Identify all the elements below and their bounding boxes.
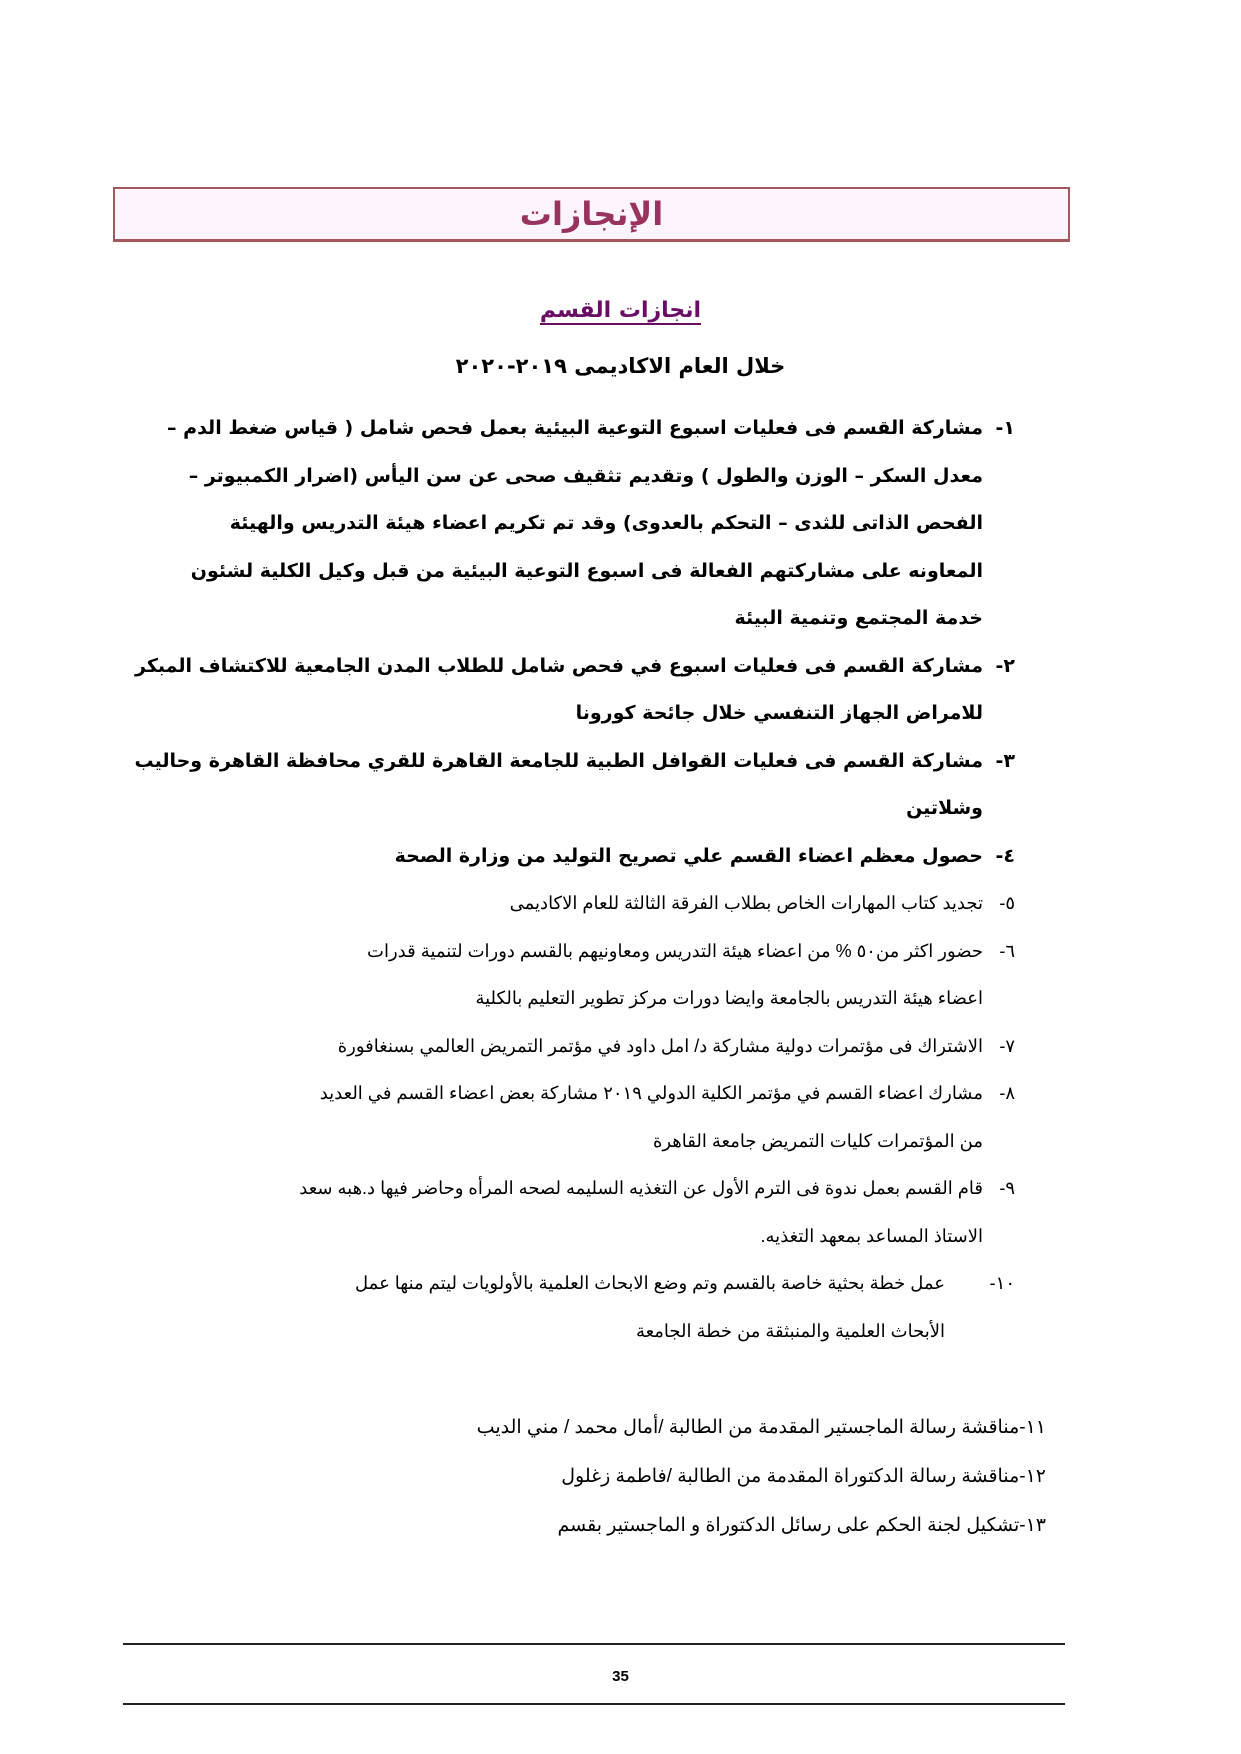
list-item (120, 643, 1015, 738)
item-text (120, 643, 983, 738)
item-text (120, 1260, 945, 1355)
item-text (120, 738, 983, 833)
item-number: ٨- (999, 1083, 1015, 1103)
item-number: ١- (995, 417, 1015, 439)
academic-year-heading: خلال العام الاكاديمى ٢٠١٩-٢٠٢٠ (455, 354, 786, 378)
item-line: خدمة المجتمع وتنمية البيئة (734, 607, 983, 629)
item-line: المعاونه على مشاركتهم الفعالة فى اسبوع التوعية البيئية من قبل وكيل الكلية لشئون (190, 559, 983, 582)
list-item (120, 928, 1015, 1023)
list-item (120, 738, 1015, 833)
item-line: الفحص الذاتى للثدى – التحكم بالعدوى) وقد تم تكريم اعضاء هيئة التدريس والهيئة (229, 512, 983, 534)
item-text (120, 1023, 983, 1071)
item-text (120, 1165, 983, 1260)
item-number: ٣- (995, 749, 1015, 772)
item-line: من المؤتمرات كليات التمريض جامعة القاهرة (652, 1130, 983, 1151)
item-line: مشاركة القسم فى فعليات القوافل الطبية للجامعة القاهرة للقري محافظة القاهرة وحاليب (134, 749, 983, 772)
item-line: تجديد كتاب المهارات الخاص بطلاب الفرقة الثالثة للعام الاكاديمى (509, 893, 983, 913)
item-line: وشلاتين (906, 797, 983, 819)
page-number: 35 (612, 1668, 629, 1685)
item-line: للامراض الجهاز التنفسي خلال جائحة كورونا (575, 702, 983, 724)
item-number: ٦- (999, 940, 1015, 961)
list-item (120, 833, 1015, 881)
item-number: ٧- (999, 1035, 1015, 1056)
item-line: معدل السكر – الوزن والطول ) وتقديم تثقيف صحى عن سن اليأس (اضرار الكمبيوتر – (188, 464, 983, 487)
item-line: حصول معظم اعضاء القسم علي تصريح التوليد من وزارة الصحة (394, 844, 983, 867)
item-text (120, 405, 983, 643)
department-achievements-heading: انجازات القسم (539, 298, 702, 323)
achievements-list (120, 405, 1015, 1355)
item-number: ٥- (999, 893, 1015, 913)
additional-achievements-list (477, 1403, 1046, 1550)
item-line: الاشتراك فى مؤتمرات دولية مشاركة د/ امل داود في مؤتمر التمريض العالمي بسنغافورة (337, 1035, 983, 1056)
section-title: الإنجازات (519, 195, 664, 233)
item-number: ١٠- (989, 1273, 1015, 1293)
list-item (120, 405, 1015, 643)
footer-rule-top (123, 1643, 1065, 1645)
list-item (120, 880, 1015, 928)
item-number: ٤- (995, 844, 1015, 867)
item-text (120, 880, 983, 928)
item-line: قام القسم بعمل ندوة فى الترم الأول عن التغذيه السليمه لصحه المرأه وحاضر فيها د.هبه سعد (299, 1178, 983, 1198)
list-item: ١٢-مناقشة رسالة الدكتوراة المقدمة من الطالبة /فاطمة زغلول (561, 1466, 1046, 1487)
item-line: اعضاء هيئة التدريس بالجامعة وايضا دورات مركز تطوير التعليم بالكلية (475, 988, 983, 1008)
list-item (120, 1165, 1015, 1260)
item-line: الأبحاث العلمية والمنبثقة من خطة الجامعة (635, 1320, 945, 1341)
list-item (120, 1070, 1015, 1165)
list-item: ١٣-تشكيل لجنة الحكم على رسائل الدكتوراة و الماجستير بقسم (557, 1515, 1046, 1536)
item-line: مشاركة القسم فى فعليات اسبوع التوعية البيئية بعمل فحص شامل ( قياس ضغط الدم – (167, 417, 983, 439)
item-number: ٢- (995, 654, 1015, 677)
section-title-box (113, 187, 1070, 242)
item-text (120, 833, 983, 881)
item-line: مشاركة القسم فى فعليات اسبوع في فحص شامل للطلاب المدن الجامعية للاكتشاف المبكر (135, 654, 983, 677)
item-line: عمل خطة بحثية خاصة بالقسم وتم وضع الابحاث العلمية بالأولويات ليتم منها عمل (355, 1273, 945, 1293)
footer-rule-bottom (123, 1703, 1065, 1705)
list-item (120, 1260, 1015, 1355)
item-line: الاستاذ المساعد بمعهد التغذيه. (760, 1225, 983, 1246)
item-line: مشارك اعضاء القسم في مؤتمر الكلية الدولي ٢٠١٩ مشاركة بعض اعضاء القسم في العديد (319, 1083, 983, 1103)
item-line: حضور اكثر من٥٠ % من اعضاء هيئة التدريس ومعاونيهم بالقسم دورات لتنمية قدرات (367, 940, 983, 961)
item-text (120, 928, 983, 1023)
list-item (120, 1023, 1015, 1071)
list-item: ١١-مناقشة رسالة الماجستير المقدمة من الطالبة /أمال محمد / مني الديب (476, 1417, 1046, 1438)
item-text (120, 1070, 983, 1165)
item-number: ٩- (999, 1178, 1015, 1198)
